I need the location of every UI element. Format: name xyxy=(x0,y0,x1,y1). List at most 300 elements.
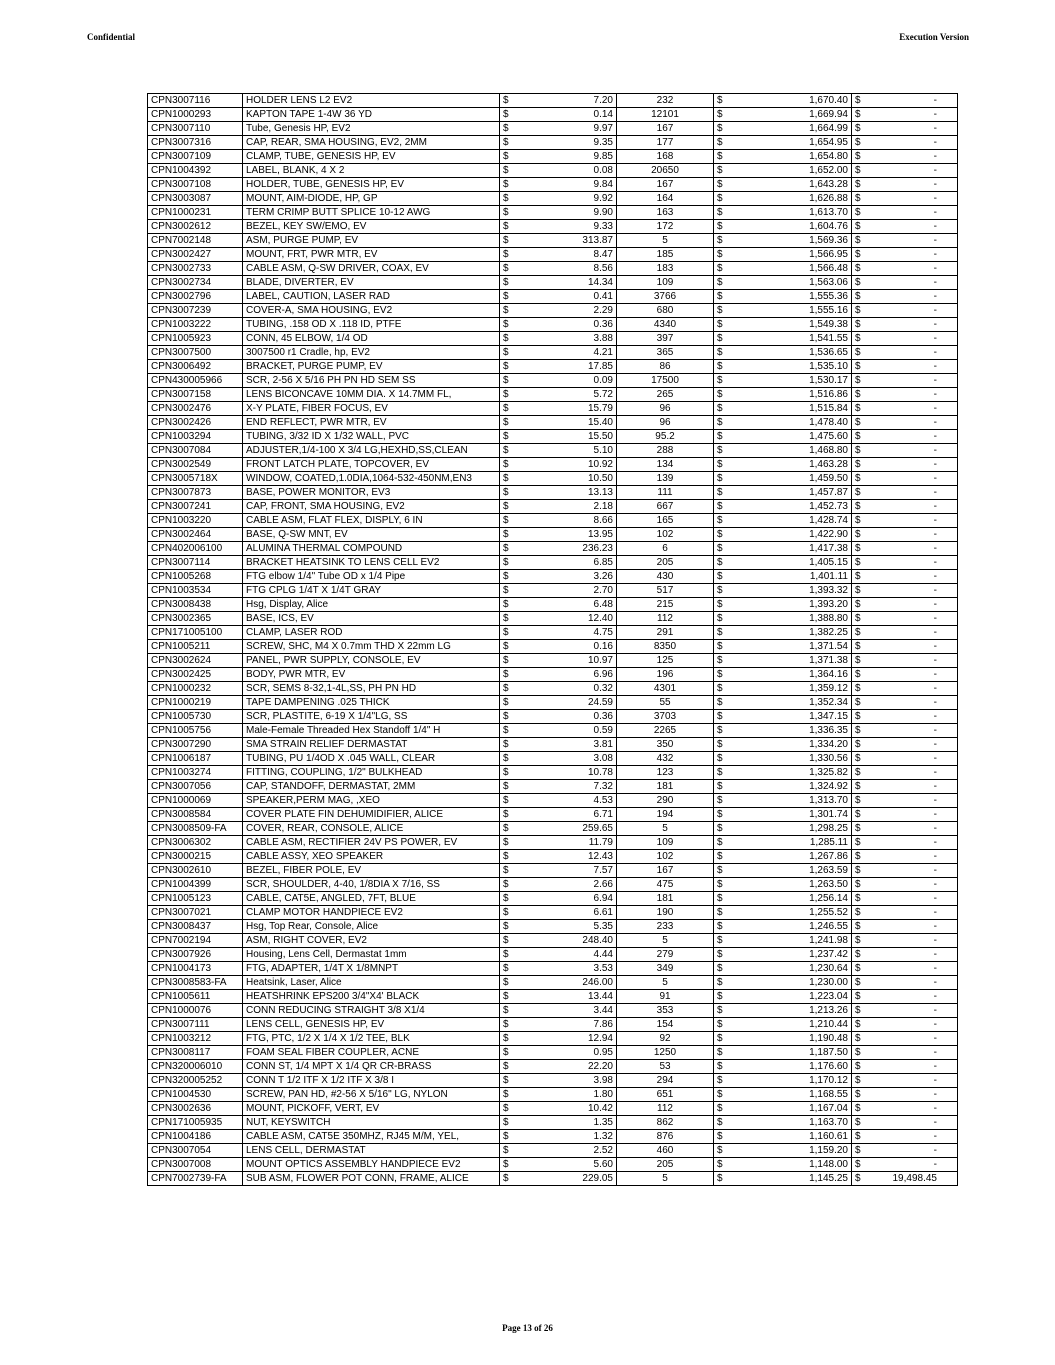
quantity-cell: 111 xyxy=(617,486,714,500)
currency-symbol: $ xyxy=(714,794,734,808)
part-number-cell: CPN3003087 xyxy=(148,192,243,206)
currency-symbol: $ xyxy=(714,934,734,948)
currency-symbol: $ xyxy=(852,136,872,150)
extended-value-cell: 1,230.64 xyxy=(734,962,852,976)
description-cell: Male-Female Threaded Hex Standoff 1/4" H xyxy=(243,724,500,738)
description-cell: Tube, Genesis HP, EV2 xyxy=(243,122,500,136)
unit-price-cell: 3.98 xyxy=(520,1074,617,1088)
currency-symbol: $ xyxy=(714,738,734,752)
unit-price-cell: 22.20 xyxy=(520,1060,617,1074)
table-row xyxy=(148,430,958,444)
currency-symbol: $ xyxy=(714,248,734,262)
description-cell: LABEL, BLANK, 4 X 2 xyxy=(243,164,500,178)
quantity-cell: 233 xyxy=(617,920,714,934)
subtotal-cell: - xyxy=(872,108,958,122)
quantity-cell: 353 xyxy=(617,1004,714,1018)
currency-symbol: $ xyxy=(500,752,520,766)
part-number-cell: CPN1000069 xyxy=(148,794,243,808)
currency-symbol: $ xyxy=(500,164,520,178)
unit-price-cell: 8.47 xyxy=(520,248,617,262)
table-row xyxy=(148,542,958,556)
extended-value-cell: 1,213.26 xyxy=(734,1004,852,1018)
currency-symbol: $ xyxy=(714,458,734,472)
description-cell: MOUNT OPTICS ASSEMBLY HANDPIECE EV2 xyxy=(243,1158,500,1172)
currency-symbol: $ xyxy=(500,402,520,416)
currency-symbol: $ xyxy=(500,346,520,360)
part-number-cell: CPN3008509-FA xyxy=(148,822,243,836)
currency-symbol: $ xyxy=(852,850,872,864)
table-row xyxy=(148,1144,958,1158)
currency-symbol: $ xyxy=(852,164,872,178)
currency-symbol: $ xyxy=(714,654,734,668)
description-cell: CABLE, CAT5E, ANGLED, 7FT, BLUE xyxy=(243,892,500,906)
part-number-cell: CPN3002733 xyxy=(148,262,243,276)
extended-value-cell: 1,393.20 xyxy=(734,598,852,612)
table-row xyxy=(148,388,958,402)
currency-symbol: $ xyxy=(714,514,734,528)
currency-symbol: $ xyxy=(852,276,872,290)
part-number-cell: CPN1000076 xyxy=(148,1004,243,1018)
currency-symbol: $ xyxy=(714,822,734,836)
description-cell: SCR, SEMS 8-32,1-4L,SS, PH PN HD xyxy=(243,682,500,696)
description-cell: COVER, REAR, CONSOLE, ALICE xyxy=(243,822,500,836)
unit-price-cell: 5.10 xyxy=(520,444,617,458)
quantity-cell: 862 xyxy=(617,1116,714,1130)
extended-value-cell: 1,168.55 xyxy=(734,1088,852,1102)
quantity-cell: 651 xyxy=(617,1088,714,1102)
unit-price-cell: 9.33 xyxy=(520,220,617,234)
unit-price-cell: 313.87 xyxy=(520,234,617,248)
quantity-cell: 876 xyxy=(617,1130,714,1144)
subtotal-cell: - xyxy=(872,570,958,584)
unit-price-cell: 3.88 xyxy=(520,332,617,346)
part-number-cell: CPN1005756 xyxy=(148,724,243,738)
table-row xyxy=(148,598,958,612)
extended-value-cell: 1,267.86 xyxy=(734,850,852,864)
quantity-cell: 2265 xyxy=(617,724,714,738)
currency-symbol: $ xyxy=(500,416,520,430)
table-row xyxy=(148,1158,958,1172)
currency-symbol: $ xyxy=(500,738,520,752)
quantity-cell: 6 xyxy=(617,542,714,556)
unit-price-cell: 4.75 xyxy=(520,626,617,640)
quantity-cell: 185 xyxy=(617,248,714,262)
quantity-cell: 5 xyxy=(617,234,714,248)
currency-symbol: $ xyxy=(500,696,520,710)
part-number-cell: CPN3002636 xyxy=(148,1102,243,1116)
quantity-cell: 430 xyxy=(617,570,714,584)
table-row xyxy=(148,500,958,514)
currency-symbol: $ xyxy=(852,864,872,878)
currency-symbol: $ xyxy=(500,276,520,290)
extended-value-cell: 1,246.55 xyxy=(734,920,852,934)
extended-value-cell: 1,255.52 xyxy=(734,906,852,920)
table-row xyxy=(148,1130,958,1144)
quantity-cell: 168 xyxy=(617,150,714,164)
subtotal-cell: - xyxy=(872,640,958,654)
quantity-cell: 177 xyxy=(617,136,714,150)
subtotal-cell: - xyxy=(872,402,958,416)
unit-price-cell: 6.61 xyxy=(520,906,617,920)
description-cell: CLAMP MOTOR HANDPIECE EV2 xyxy=(243,906,500,920)
subtotal-cell: - xyxy=(872,990,958,1004)
unit-price-cell: 8.66 xyxy=(520,514,617,528)
extended-value-cell: 1,422.90 xyxy=(734,528,852,542)
currency-symbol: $ xyxy=(852,514,872,528)
currency-symbol: $ xyxy=(500,192,520,206)
part-number-cell: CPN1005123 xyxy=(148,892,243,906)
quantity-cell: 55 xyxy=(617,696,714,710)
table-row xyxy=(148,556,958,570)
currency-symbol: $ xyxy=(500,1102,520,1116)
currency-symbol: $ xyxy=(852,724,872,738)
currency-symbol: $ xyxy=(852,612,872,626)
currency-symbol: $ xyxy=(714,570,734,584)
extended-value-cell: 1,347.15 xyxy=(734,710,852,724)
currency-symbol: $ xyxy=(714,1144,734,1158)
part-number-cell: CPN1004392 xyxy=(148,164,243,178)
table-row xyxy=(148,402,958,416)
currency-symbol: $ xyxy=(852,738,872,752)
description-cell: CONN ST, 1/4 MPT X 1/4 QR CR-BRASS xyxy=(243,1060,500,1074)
currency-symbol: $ xyxy=(500,1172,520,1186)
currency-symbol: $ xyxy=(714,850,734,864)
part-number-cell: CPN3002476 xyxy=(148,402,243,416)
part-number-cell: CPN1003294 xyxy=(148,430,243,444)
currency-symbol: $ xyxy=(500,682,520,696)
part-number-cell: CPN1000293 xyxy=(148,108,243,122)
unit-price-cell: 9.92 xyxy=(520,192,617,206)
subtotal-cell: - xyxy=(872,822,958,836)
subtotal-cell: - xyxy=(872,766,958,780)
currency-symbol: $ xyxy=(500,780,520,794)
currency-symbol: $ xyxy=(500,1130,520,1144)
part-number-cell: CPN3002549 xyxy=(148,458,243,472)
currency-symbol: $ xyxy=(714,584,734,598)
unit-price-cell: 0.95 xyxy=(520,1046,617,1060)
currency-symbol: $ xyxy=(500,1046,520,1060)
currency-symbol: $ xyxy=(714,388,734,402)
currency-symbol: $ xyxy=(714,1060,734,1074)
subtotal-cell: - xyxy=(872,668,958,682)
currency-symbol: $ xyxy=(852,234,872,248)
currency-symbol: $ xyxy=(500,1032,520,1046)
currency-symbol: $ xyxy=(500,332,520,346)
extended-value-cell: 1,566.48 xyxy=(734,262,852,276)
quantity-cell: 667 xyxy=(617,500,714,514)
subtotal-cell: - xyxy=(872,290,958,304)
unit-price-cell: 10.50 xyxy=(520,472,617,486)
currency-symbol: $ xyxy=(500,514,520,528)
part-number-cell: CPN1000219 xyxy=(148,696,243,710)
part-number-cell: CPN3002796 xyxy=(148,290,243,304)
part-number-cell: CPN1003222 xyxy=(148,318,243,332)
part-number-cell: CPN1005211 xyxy=(148,640,243,654)
currency-symbol: $ xyxy=(852,332,872,346)
currency-symbol: $ xyxy=(714,962,734,976)
quantity-cell: 196 xyxy=(617,668,714,682)
extended-value-cell: 1,475.60 xyxy=(734,430,852,444)
table-row xyxy=(148,444,958,458)
currency-symbol: $ xyxy=(500,304,520,318)
unit-price-cell: 10.42 xyxy=(520,1102,617,1116)
table-row xyxy=(148,668,958,682)
table-row xyxy=(148,724,958,738)
subtotal-cell: - xyxy=(872,808,958,822)
unit-price-cell: 9.85 xyxy=(520,150,617,164)
extended-value-cell: 1,223.04 xyxy=(734,990,852,1004)
extended-value-cell: 1,359.12 xyxy=(734,682,852,696)
unit-price-cell: 17.85 xyxy=(520,360,617,374)
extended-value-cell: 1,566.95 xyxy=(734,248,852,262)
subtotal-cell: - xyxy=(872,430,958,444)
currency-symbol: $ xyxy=(500,822,520,836)
currency-symbol: $ xyxy=(714,346,734,360)
subtotal-cell: - xyxy=(872,836,958,850)
extended-value-cell: 1,263.50 xyxy=(734,878,852,892)
extended-value-cell: 1,170.12 xyxy=(734,1074,852,1088)
currency-symbol: $ xyxy=(500,220,520,234)
extended-value-cell: 1,285.11 xyxy=(734,836,852,850)
extended-value-cell: 1,187.50 xyxy=(734,1046,852,1060)
currency-symbol: $ xyxy=(714,710,734,724)
part-number-cell: CPN3007084 xyxy=(148,444,243,458)
quantity-cell: 1250 xyxy=(617,1046,714,1060)
description-cell: BASE, POWER MONITOR, EV3 xyxy=(243,486,500,500)
description-cell: LENS CELL, GENESIS HP, EV xyxy=(243,1018,500,1032)
part-number-cell: CPN3002734 xyxy=(148,276,243,290)
currency-symbol: $ xyxy=(852,192,872,206)
subtotal-cell: - xyxy=(872,962,958,976)
extended-value-cell: 1,457.87 xyxy=(734,486,852,500)
table-row xyxy=(148,738,958,752)
currency-symbol: $ xyxy=(714,262,734,276)
currency-symbol: $ xyxy=(714,752,734,766)
currency-symbol: $ xyxy=(714,1102,734,1116)
description-cell: KAPTON TAPE 1-4W 36 YD xyxy=(243,108,500,122)
subtotal-cell: - xyxy=(872,1032,958,1046)
extended-value-cell: 1,145.25 xyxy=(734,1172,852,1186)
description-cell: SPEAKER,PERM MAG, ,XEO xyxy=(243,794,500,808)
subtotal-cell: - xyxy=(872,906,958,920)
unit-price-cell: 0.36 xyxy=(520,318,617,332)
currency-symbol: $ xyxy=(500,248,520,262)
table-row xyxy=(148,150,958,164)
currency-symbol: $ xyxy=(852,472,872,486)
extended-value-cell: 1,160.61 xyxy=(734,1130,852,1144)
currency-symbol: $ xyxy=(714,430,734,444)
table-row xyxy=(148,528,958,542)
currency-symbol: $ xyxy=(852,528,872,542)
description-cell: CAP, FRONT, SMA HOUSING, EV2 xyxy=(243,500,500,514)
currency-symbol: $ xyxy=(714,290,734,304)
table-row xyxy=(148,1102,958,1116)
part-number-cell: CPN402006100 xyxy=(148,542,243,556)
currency-symbol: $ xyxy=(500,1004,520,1018)
description-cell: SCR, 2-56 X 5/16 PH PN HD SEM SS xyxy=(243,374,500,388)
currency-symbol: $ xyxy=(852,486,872,500)
description-cell: CABLE ASM, CAT5E 350MHZ, RJ45 M/M, YEL, xyxy=(243,1130,500,1144)
subtotal-cell: - xyxy=(872,584,958,598)
currency-symbol: $ xyxy=(852,1144,872,1158)
table-row xyxy=(148,206,958,220)
quantity-cell: 194 xyxy=(617,808,714,822)
currency-symbol: $ xyxy=(500,584,520,598)
unit-price-cell: 12.94 xyxy=(520,1032,617,1046)
extended-value-cell: 1,167.04 xyxy=(734,1102,852,1116)
unit-price-cell: 248.40 xyxy=(520,934,617,948)
currency-symbol: $ xyxy=(852,752,872,766)
subtotal-cell: - xyxy=(872,752,958,766)
quantity-cell: 181 xyxy=(617,780,714,794)
currency-symbol: $ xyxy=(500,654,520,668)
subtotal-cell: - xyxy=(872,416,958,430)
description-cell: BASE, ICS, EV xyxy=(243,612,500,626)
currency-symbol: $ xyxy=(714,864,734,878)
unit-price-cell: 0.14 xyxy=(520,108,617,122)
extended-value-cell: 1,159.20 xyxy=(734,1144,852,1158)
subtotal-cell: - xyxy=(872,528,958,542)
description-cell: FTG CPLG 1/4T X 1/4T GRAY xyxy=(243,584,500,598)
unit-price-cell: 4.44 xyxy=(520,948,617,962)
extended-value-cell: 1,555.16 xyxy=(734,304,852,318)
currency-symbol: $ xyxy=(852,948,872,962)
description-cell: MOUNT, PICKOFF, VERT, EV xyxy=(243,1102,500,1116)
description-cell: LABEL, CAUTION, LASER RAD xyxy=(243,290,500,304)
extended-value-cell: 1,664.99 xyxy=(734,122,852,136)
currency-symbol: $ xyxy=(714,1018,734,1032)
currency-symbol: $ xyxy=(714,780,734,794)
part-number-cell: CPN3007111 xyxy=(148,1018,243,1032)
quantity-cell: 134 xyxy=(617,458,714,472)
subtotal-cell: - xyxy=(872,710,958,724)
currency-symbol: $ xyxy=(852,360,872,374)
table-row xyxy=(148,612,958,626)
subtotal-cell: - xyxy=(872,346,958,360)
quantity-cell: 167 xyxy=(617,864,714,878)
unit-price-cell: 6.94 xyxy=(520,892,617,906)
currency-symbol: $ xyxy=(852,150,872,164)
quantity-cell: 349 xyxy=(617,962,714,976)
extended-value-cell: 1,463.28 xyxy=(734,458,852,472)
subtotal-cell: - xyxy=(872,1046,958,1060)
description-cell: BEZEL, FIBER POLE, EV xyxy=(243,864,500,878)
description-cell: TERM CRIMP BUTT SPLICE 10-12 AWG xyxy=(243,206,500,220)
table-row xyxy=(148,794,958,808)
subtotal-cell: - xyxy=(872,780,958,794)
description-cell: CABLE ASM, RECTIFIER 24V PS POWER, EV xyxy=(243,836,500,850)
currency-symbol: $ xyxy=(500,724,520,738)
quantity-cell: 4301 xyxy=(617,682,714,696)
quantity-cell: 167 xyxy=(617,122,714,136)
part-number-cell: CPN7002194 xyxy=(148,934,243,948)
currency-symbol: $ xyxy=(714,318,734,332)
table-row xyxy=(148,1172,958,1186)
description-cell: ASM, PURGE PUMP, EV xyxy=(243,234,500,248)
unit-price-cell: 4.21 xyxy=(520,346,617,360)
part-number-cell: CPN1005611 xyxy=(148,990,243,1004)
unit-price-cell: 0.09 xyxy=(520,374,617,388)
unit-price-cell: 10.78 xyxy=(520,766,617,780)
currency-symbol: $ xyxy=(500,290,520,304)
currency-symbol: $ xyxy=(500,1074,520,1088)
currency-symbol: $ xyxy=(852,822,872,836)
unit-price-cell: 11.79 xyxy=(520,836,617,850)
unit-price-cell: 1.35 xyxy=(520,1116,617,1130)
quantity-cell: 17500 xyxy=(617,374,714,388)
header-execution-version: Execution Version xyxy=(899,32,969,42)
subtotal-cell: - xyxy=(872,696,958,710)
currency-symbol: $ xyxy=(852,1116,872,1130)
description-cell: END REFLECT, PWR MTR, EV xyxy=(243,416,500,430)
part-number-cell: CPN3007290 xyxy=(148,738,243,752)
subtotal-cell: - xyxy=(872,1004,958,1018)
unit-price-cell: 9.84 xyxy=(520,178,617,192)
currency-symbol: $ xyxy=(852,318,872,332)
part-number-cell: CPN3005718X xyxy=(148,472,243,486)
extended-value-cell: 1,382.25 xyxy=(734,626,852,640)
subtotal-cell: - xyxy=(872,458,958,472)
extended-value-cell: 1,613.70 xyxy=(734,206,852,220)
currency-symbol: $ xyxy=(500,486,520,500)
table-row xyxy=(148,780,958,794)
quantity-cell: 232 xyxy=(617,94,714,108)
extended-value-cell: 1,535.10 xyxy=(734,360,852,374)
description-cell: Hsg, Top Rear, Console, Alice xyxy=(243,920,500,934)
table-row xyxy=(148,948,958,962)
quantity-cell: 365 xyxy=(617,346,714,360)
currency-symbol: $ xyxy=(714,304,734,318)
currency-symbol: $ xyxy=(852,346,872,360)
description-cell: FRONT LATCH PLATE, TOPCOVER, EV xyxy=(243,458,500,472)
currency-symbol: $ xyxy=(852,402,872,416)
part-number-cell: CPN3002426 xyxy=(148,416,243,430)
subtotal-cell: - xyxy=(872,164,958,178)
quantity-cell: 96 xyxy=(617,402,714,416)
quantity-cell: 20650 xyxy=(617,164,714,178)
subtotal-cell: - xyxy=(872,1102,958,1116)
currency-symbol: $ xyxy=(714,542,734,556)
currency-symbol: $ xyxy=(714,220,734,234)
subtotal-cell: - xyxy=(872,976,958,990)
part-number-cell: CPN3008437 xyxy=(148,920,243,934)
extended-value-cell: 1,393.32 xyxy=(734,584,852,598)
table-row xyxy=(148,654,958,668)
currency-symbol: $ xyxy=(500,542,520,556)
description-cell: FTG elbow 1/4" Tube OD x 1/4 Pipe xyxy=(243,570,500,584)
part-number-cell: CPN3008584 xyxy=(148,808,243,822)
description-cell: Heatsink, Laser, Alice xyxy=(243,976,500,990)
part-number-cell: CPN1004186 xyxy=(148,1130,243,1144)
currency-symbol: $ xyxy=(714,332,734,346)
subtotal-cell: - xyxy=(872,724,958,738)
subtotal-cell: - xyxy=(872,1116,958,1130)
unit-price-cell: 9.97 xyxy=(520,122,617,136)
part-number-cell: CPN3008117 xyxy=(148,1046,243,1060)
description-cell: BRACKET HEATSINK TO LENS CELL EV2 xyxy=(243,556,500,570)
subtotal-cell: - xyxy=(872,920,958,934)
currency-symbol: $ xyxy=(500,1060,520,1074)
currency-symbol: $ xyxy=(500,556,520,570)
currency-symbol: $ xyxy=(852,878,872,892)
currency-symbol: $ xyxy=(852,416,872,430)
extended-value-cell: 1,626.88 xyxy=(734,192,852,206)
part-number-cell: CPN3007873 xyxy=(148,486,243,500)
header-confidential: Confidential xyxy=(87,32,136,42)
currency-symbol: $ xyxy=(500,976,520,990)
currency-symbol: $ xyxy=(500,262,520,276)
description-cell: COVER-A, SMA HOUSING, EV2 xyxy=(243,304,500,318)
